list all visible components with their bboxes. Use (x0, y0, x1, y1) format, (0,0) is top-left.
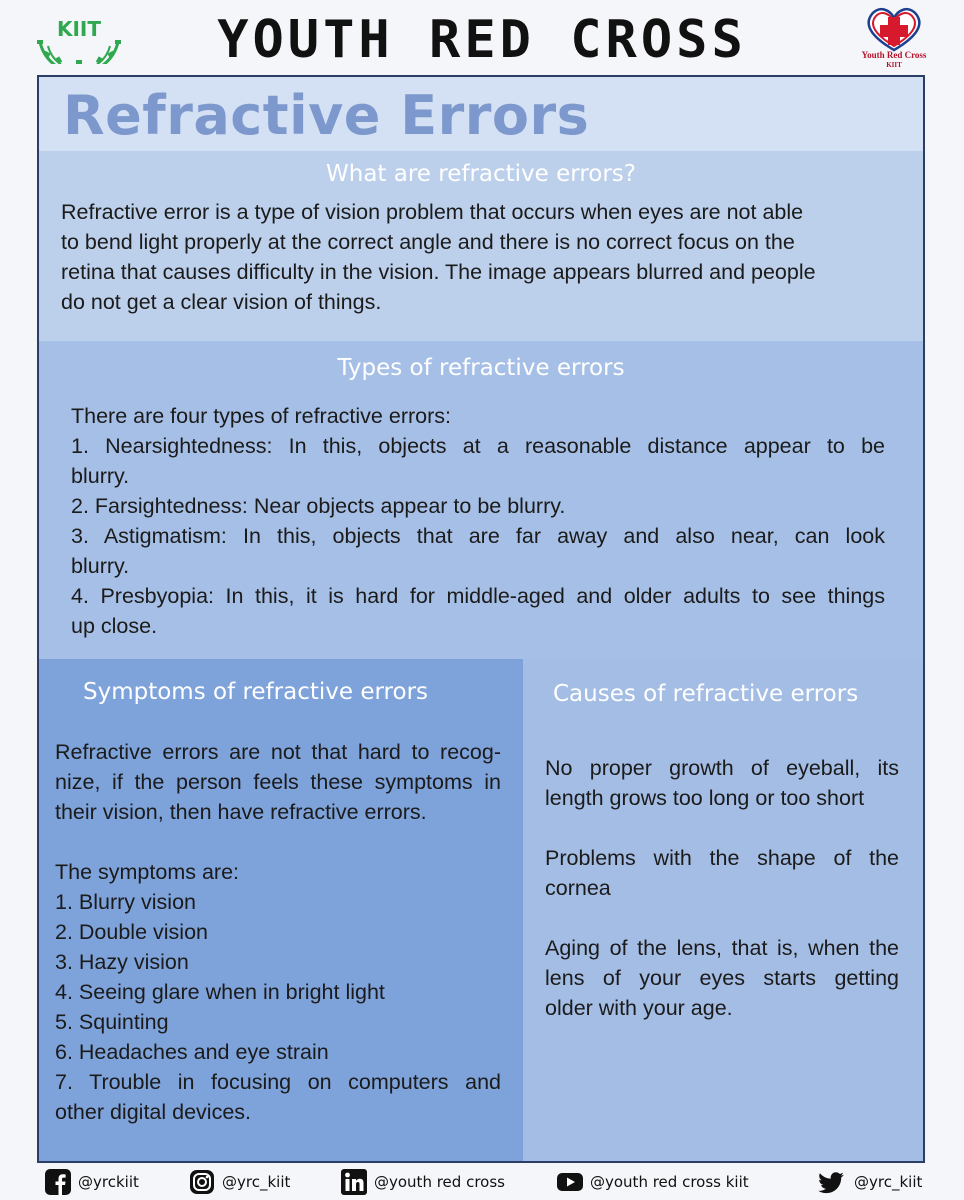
org-title: YOUTH RED CROSS (217, 10, 747, 70)
social-footer (0, 1163, 964, 1200)
instagram-icon (188, 1168, 216, 1196)
svg-text:KIIT: KIIT (56, 17, 102, 41)
youtube-icon (556, 1168, 584, 1196)
page-title: Refractive Errors (63, 84, 590, 147)
linkedin-icon (340, 1168, 368, 1196)
list-item: other digital devices. (55, 1100, 251, 1124)
section-body (545, 753, 899, 1023)
text-line: up close. (71, 614, 158, 638)
list-title: The symptoms are: (55, 860, 239, 884)
text-line: lens of your eyes starts getting (545, 966, 899, 990)
text-line: Problems with the shape of the (545, 846, 899, 870)
text-line: Refractive errors are not that hard to recog- (55, 740, 501, 764)
facebook-icon (44, 1168, 72, 1196)
text-line: 4. Presbyopia: In this, it is hard for middle-aged and older adults to see things (71, 584, 885, 608)
text-line: blurry. (71, 554, 130, 578)
text-line: Refractive error is a type of vision problem that occurs when eyes are not able (61, 200, 804, 224)
text-line: retina that causes difficulty in the vision. The image appears blurred and people (61, 260, 816, 284)
facebook-handle: @yrckiit (78, 1173, 139, 1191)
list-item: 2. Double vision (55, 920, 208, 944)
linkedin-link[interactable] (340, 1167, 505, 1197)
text-line: older with your age. (545, 996, 733, 1020)
twitter-link[interactable] (814, 1167, 922, 1197)
twitter-handle: @yrc_kiit (854, 1173, 923, 1191)
content-frame (37, 75, 925, 1163)
twitter-icon (814, 1167, 848, 1197)
header (0, 0, 964, 74)
text-line: blurry. (71, 464, 130, 488)
section-body (55, 737, 501, 1127)
text-line: length grows too long or too short (545, 786, 865, 810)
list-item: 7. Trouble in focusing on computers and (55, 1070, 501, 1094)
instagram-link[interactable] (188, 1167, 290, 1197)
section-types-of-refractive-errors (39, 341, 923, 659)
text-line: Aging of the lens, that is, when the (545, 936, 899, 960)
facebook-link[interactable] (44, 1167, 139, 1197)
list-item: 3. Hazy vision (55, 950, 189, 974)
text-line: cornea (545, 876, 611, 900)
text-line: No proper growth of eyeball, its (545, 756, 899, 780)
section-body (61, 197, 907, 317)
text-line: do not get a clear vision of things. (61, 290, 382, 314)
section-what-are-refractive-errors (39, 151, 923, 341)
section-symptoms (39, 659, 523, 1161)
text-line: There are four types of refractive errors: (71, 404, 451, 428)
section-heading: Types of refractive errors (337, 355, 625, 381)
text-line: 3. Astigmatism: In this, objects that are far away and also near, can look (71, 524, 885, 548)
list-item: 5. Squinting (55, 1010, 169, 1034)
youtube-handle: @youth red cross kiit (590, 1173, 749, 1191)
section-heading: Causes of refractive errors (553, 681, 859, 707)
instagram-handle: @yrc_kiit (222, 1173, 291, 1191)
text-line: 1. Nearsightedness: In this, objects at a reasonable distance appear to be (71, 434, 885, 458)
linkedin-handle: @youth red cross (374, 1173, 505, 1191)
section-heading: Symptoms of refractive errors (83, 679, 429, 705)
youth-red-cross-logo-caption: Youth Red Cross KIIT (861, 50, 927, 69)
title-band (39, 77, 923, 151)
text-line: 2. Farsightedness: Near objects appear to be blurry. (71, 494, 566, 518)
list-item: 6. Headaches and eye strain (55, 1040, 329, 1064)
text-line: to bend light properly at the correct angle and there is no correct focus on the (61, 230, 795, 254)
section-heading: What are refractive errors? (326, 161, 636, 187)
section-causes (523, 659, 923, 1161)
text-line: nize, if the person feels these symptoms in (55, 770, 501, 794)
text-line: their vision, then have refractive errors. (55, 800, 427, 824)
list-item: 4. Seeing glare when in bright light (55, 980, 385, 1004)
list-item: 1. Blurry vision (55, 890, 196, 914)
youtube-link[interactable] (556, 1167, 749, 1197)
section-body (71, 401, 885, 641)
